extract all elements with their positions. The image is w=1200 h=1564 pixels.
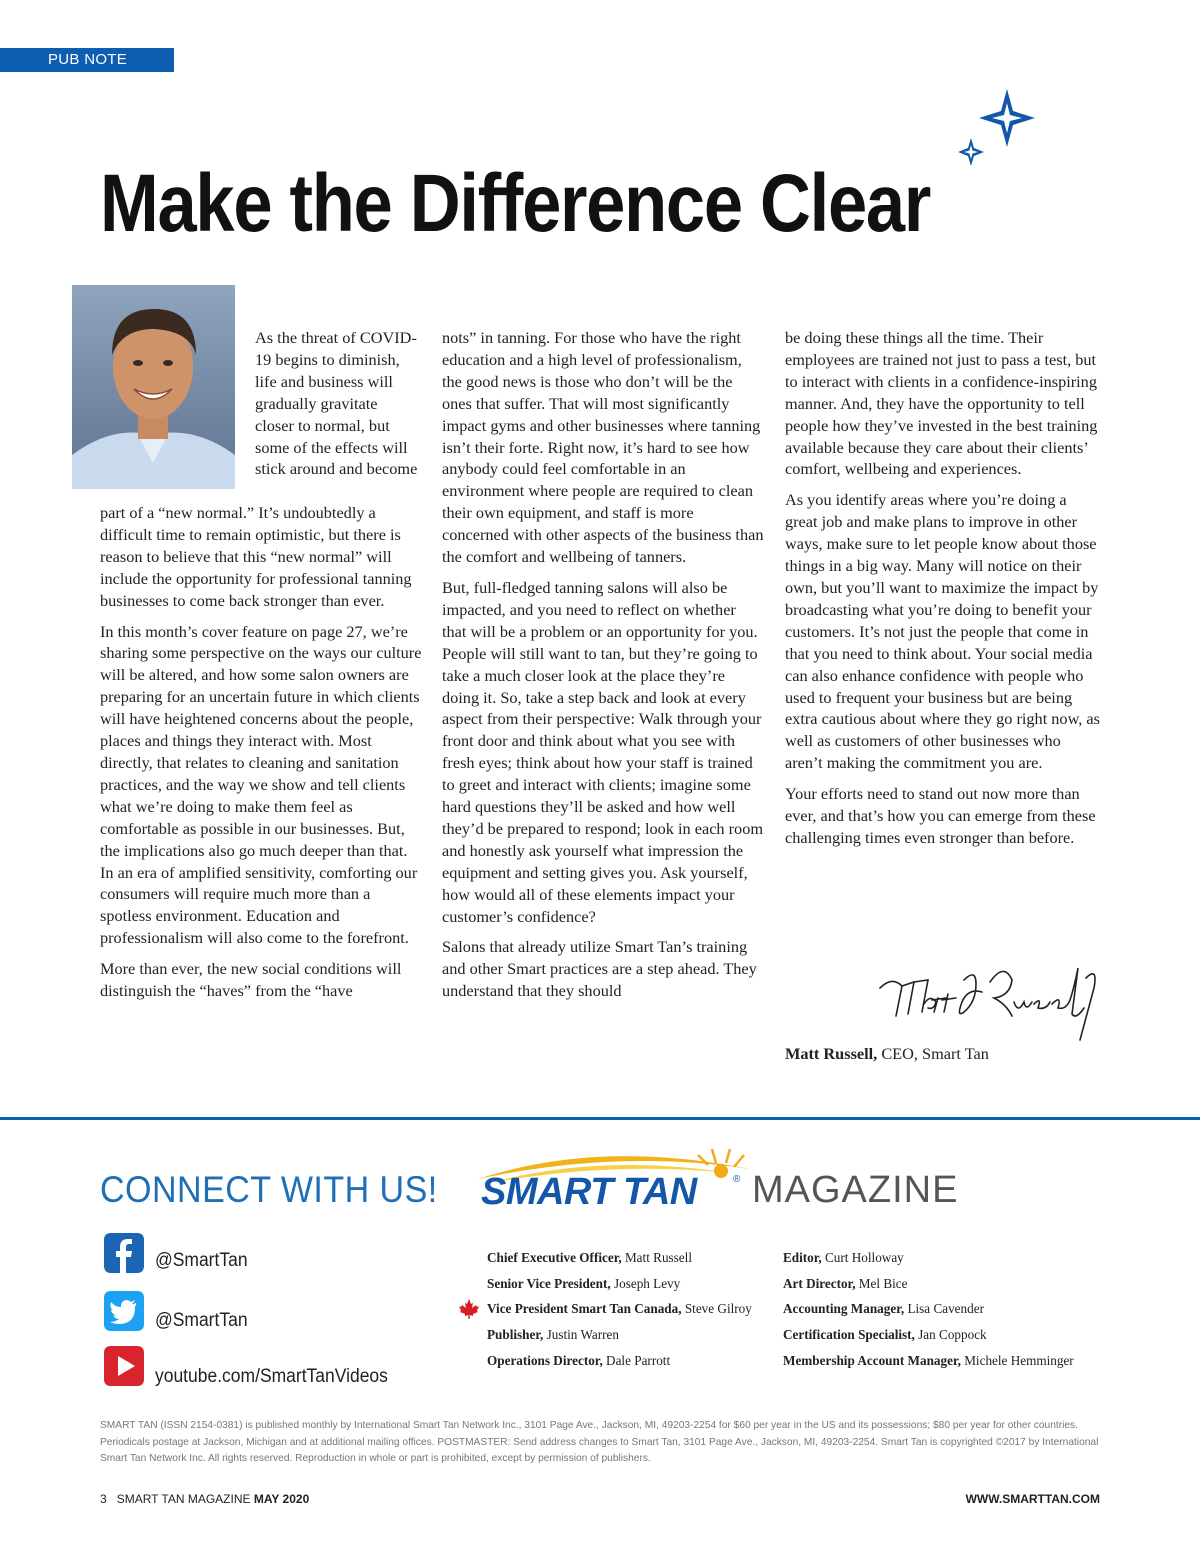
staff-entry	[487, 1322, 752, 1348]
article-paragraph: As you identify areas where you’re doing a great job and make plans to improve in other ways, make sure to let people know about those things in a big way. Many will notice on their own, but you’ll want to maximize the impact by broadcasting what you’re doing to benefit your customers. It’s not just the people that come in that you need to think about. Your social media can also enhance confidence with people who used to frequent your business but are being extra cautious about where they go right now, as well as customers of other businesses who aren’t making the commitment you are.	[785, 490, 1100, 773]
footer-website-link[interactable]: WWW.SMARTTAN.COM	[965, 1492, 1100, 1506]
sparkle-stars-icon	[952, 86, 1042, 172]
staff-name: Justin Warren	[543, 1327, 619, 1343]
section-tag: PUB NOTE	[0, 48, 174, 72]
article-paragraph: Your efforts need to stand out now more than ever, and that’s how you can emerge from these challenging times even stronger than before.	[785, 784, 1096, 847]
staff-entry	[487, 1271, 752, 1297]
social-link-twitter[interactable]	[104, 1291, 144, 1331]
staff-entry	[783, 1322, 1074, 1348]
staff-list-left	[487, 1245, 752, 1374]
article-paragraph: In this month’s cover feature on page 27, we’re sharing some perspective on the ways our culture will be altered, and how some salon owners are preparing for an uncertain future in which clients will have heightened concerns about the people, places and things they interact with. Most directly, that relates to cleaning and sanitation practices, and the way we show and tell clients what we’re doing to make them feel as comfortable as possible in our businesses. But, the implications also go much deeper than that. In an era of amplified sensitivity, comforting our consumers will require much more than a spotless environment. Education and professionalism will also come to the forefront.	[100, 621, 422, 948]
staff-name: Curt Holloway	[821, 1250, 904, 1265]
staff-role: Senior Vice President,	[487, 1275, 611, 1291]
youtube-icon	[104, 1346, 144, 1386]
article-intro-wrap	[255, 327, 420, 489]
twitter-icon	[104, 1291, 144, 1331]
staff-role: Editor,	[783, 1250, 822, 1265]
article-paragraph: nots” in tanning. For those who have the right education and a high level of professionalism, the good news is those who don’t will be the ones that suffer. That will most significantly impact gyms and other businesses where tanning isn’t their forte. Right now, it’s hard to see how anybody could feel comfortable in an environment where people are required to clean their own equipment, and staff is more concerned with other aspects of the business than the comfort and wellbeing of tanners.	[442, 328, 764, 567]
page-footer-left	[100, 1492, 309, 1506]
staff-entry	[487, 1245, 752, 1271]
logo-magazine-word: MAGAZINE	[752, 1169, 959, 1211]
staff-role: Certification Specialist,	[783, 1327, 915, 1343]
signature-line	[785, 1043, 1105, 1065]
article-paragraph: Salons that already utilize Smart Tan’s training and other Smart practices are a step ahead. They understand that they should	[442, 937, 757, 1001]
page-title: Make the Difference Clear	[100, 158, 931, 249]
staff-name: Dale Parrott	[602, 1352, 671, 1368]
staff-role: Accounting Manager,	[783, 1301, 905, 1317]
article-paragraph: part of a “new normal.” It’s undoubtedly a difficult time to remain optimistic, but there is reason to believe that this “new normal” will include the opportunity for professional tanning businesses to come back stronger than ever.	[100, 503, 412, 610]
staff-name: Steve Gilroy	[681, 1301, 752, 1317]
staff-role: Membership Account Manager,	[783, 1352, 961, 1368]
facebook-icon	[104, 1233, 144, 1273]
author-name: Matt Russell,	[785, 1044, 878, 1063]
author-title: CEO, Smart Tan	[877, 1044, 989, 1063]
staff-entry	[487, 1296, 752, 1322]
staff-role: Art Director,	[783, 1275, 856, 1291]
handwritten-signature	[872, 958, 1104, 1048]
staff-name: Mel Bice	[855, 1275, 908, 1291]
article-paragraph: More than ever, the new social conditions will distinguish the “haves” from the “have	[100, 959, 402, 1001]
footer-magazine-name: SMART TAN MAGAZINE	[116, 1492, 251, 1506]
staff-name: Joseph Levy	[610, 1275, 681, 1291]
article-paragraph: As the threat of COVID-19 begins to diminish, life and business will gradually gravitate closer to normal, but some of the effects will stick around and become	[255, 328, 418, 479]
youtube-link[interactable]: youtube.com/SmartTanVideos	[155, 1366, 388, 1387]
publication-legal-notice: SMART TAN (ISSN 2154-0381) is published monthly by International Smart Tan Network Inc., 3101 Page Ave., Jackson, MI, 49203-2254 for $60 per year in the US and its possessions; $80 per year for other countries. Periodicals postage at Jackson, Michigan and at additional mailing offices. POSTMASTER: Send address changes to Smart Tan, 3101 Page Ave., Jackson, MI, 49203-2254. Smart Tan is copyrighted ©2017 by International Smart Tan Network Inc. All rights reserved. Reproduction in whole or part is prohibited, except by permission of publishers.	[100, 1420, 1099, 1464]
staff-role: Chief Executive Officer,	[487, 1250, 622, 1265]
registered-mark: ®	[733, 1174, 741, 1185]
staff-entry	[783, 1296, 1074, 1322]
article-column-2	[442, 327, 764, 1011]
logo-wordmark: SMART TAN	[481, 1171, 697, 1213]
article-paragraph: be doing these things all the time. Their employees are trained not just to pass a test, but to interact with clients in a confidence-inspiring manner. And, they have the opportunity to tell people how they’ve invested in the best training available because they care about their clients’ comfort, wellbeing and experiences.	[785, 328, 1098, 479]
staff-role: Operations Director,	[487, 1352, 603, 1368]
staff-name: Michele Hemminger	[960, 1352, 1074, 1368]
staff-role: Vice President Smart Tan Canada,	[487, 1301, 682, 1317]
social-link-youtube[interactable]	[104, 1346, 144, 1386]
twitter-handle[interactable]: @SmartTan	[155, 1310, 248, 1331]
page-number: 3	[100, 1492, 107, 1506]
footer-issue-date: MAY 2020	[253, 1492, 310, 1506]
staff-entry	[783, 1245, 1074, 1271]
maple-leaf-icon	[458, 1298, 480, 1320]
staff-entry	[487, 1348, 752, 1374]
article-paragraph: But, full-fledged tanning salons will also be impacted, and you need to reflect on whether that will be a problem or an opportunity for you. People will still want to tan, but they’re going to take a much closer look at the place they’re doing it. So, take a step back and look at every aspect from their perspective: Walk through your front door and think about what you see with fresh eyes; think about how your staff is trained to greet and interact with clients; imagine some hard questions they’ll be asked and how well they’d be prepared to respond; look in each room and honestly ask yourself what impression the equipment and setting gives you. Ask yourself, how would all of these elements impact your customer’s confidence?	[442, 577, 763, 926]
staff-name: Matt Russell	[621, 1250, 692, 1265]
staff-list-right	[783, 1245, 1074, 1374]
staff-role: Publisher,	[487, 1327, 544, 1343]
staff-name: Jan Coppock	[914, 1327, 987, 1343]
staff-entry	[783, 1348, 1074, 1374]
facebook-handle[interactable]: @SmartTan	[155, 1250, 248, 1271]
staff-entry	[783, 1271, 1074, 1297]
author-portrait	[72, 285, 235, 489]
article-column-1	[100, 502, 422, 1011]
staff-name: Lisa Cavender	[904, 1301, 984, 1317]
article-column-3	[785, 327, 1100, 858]
connect-heading: CONNECT WITH US!	[100, 1169, 438, 1210]
social-link-facebook[interactable]	[104, 1233, 144, 1273]
section-divider	[0, 1117, 1200, 1120]
